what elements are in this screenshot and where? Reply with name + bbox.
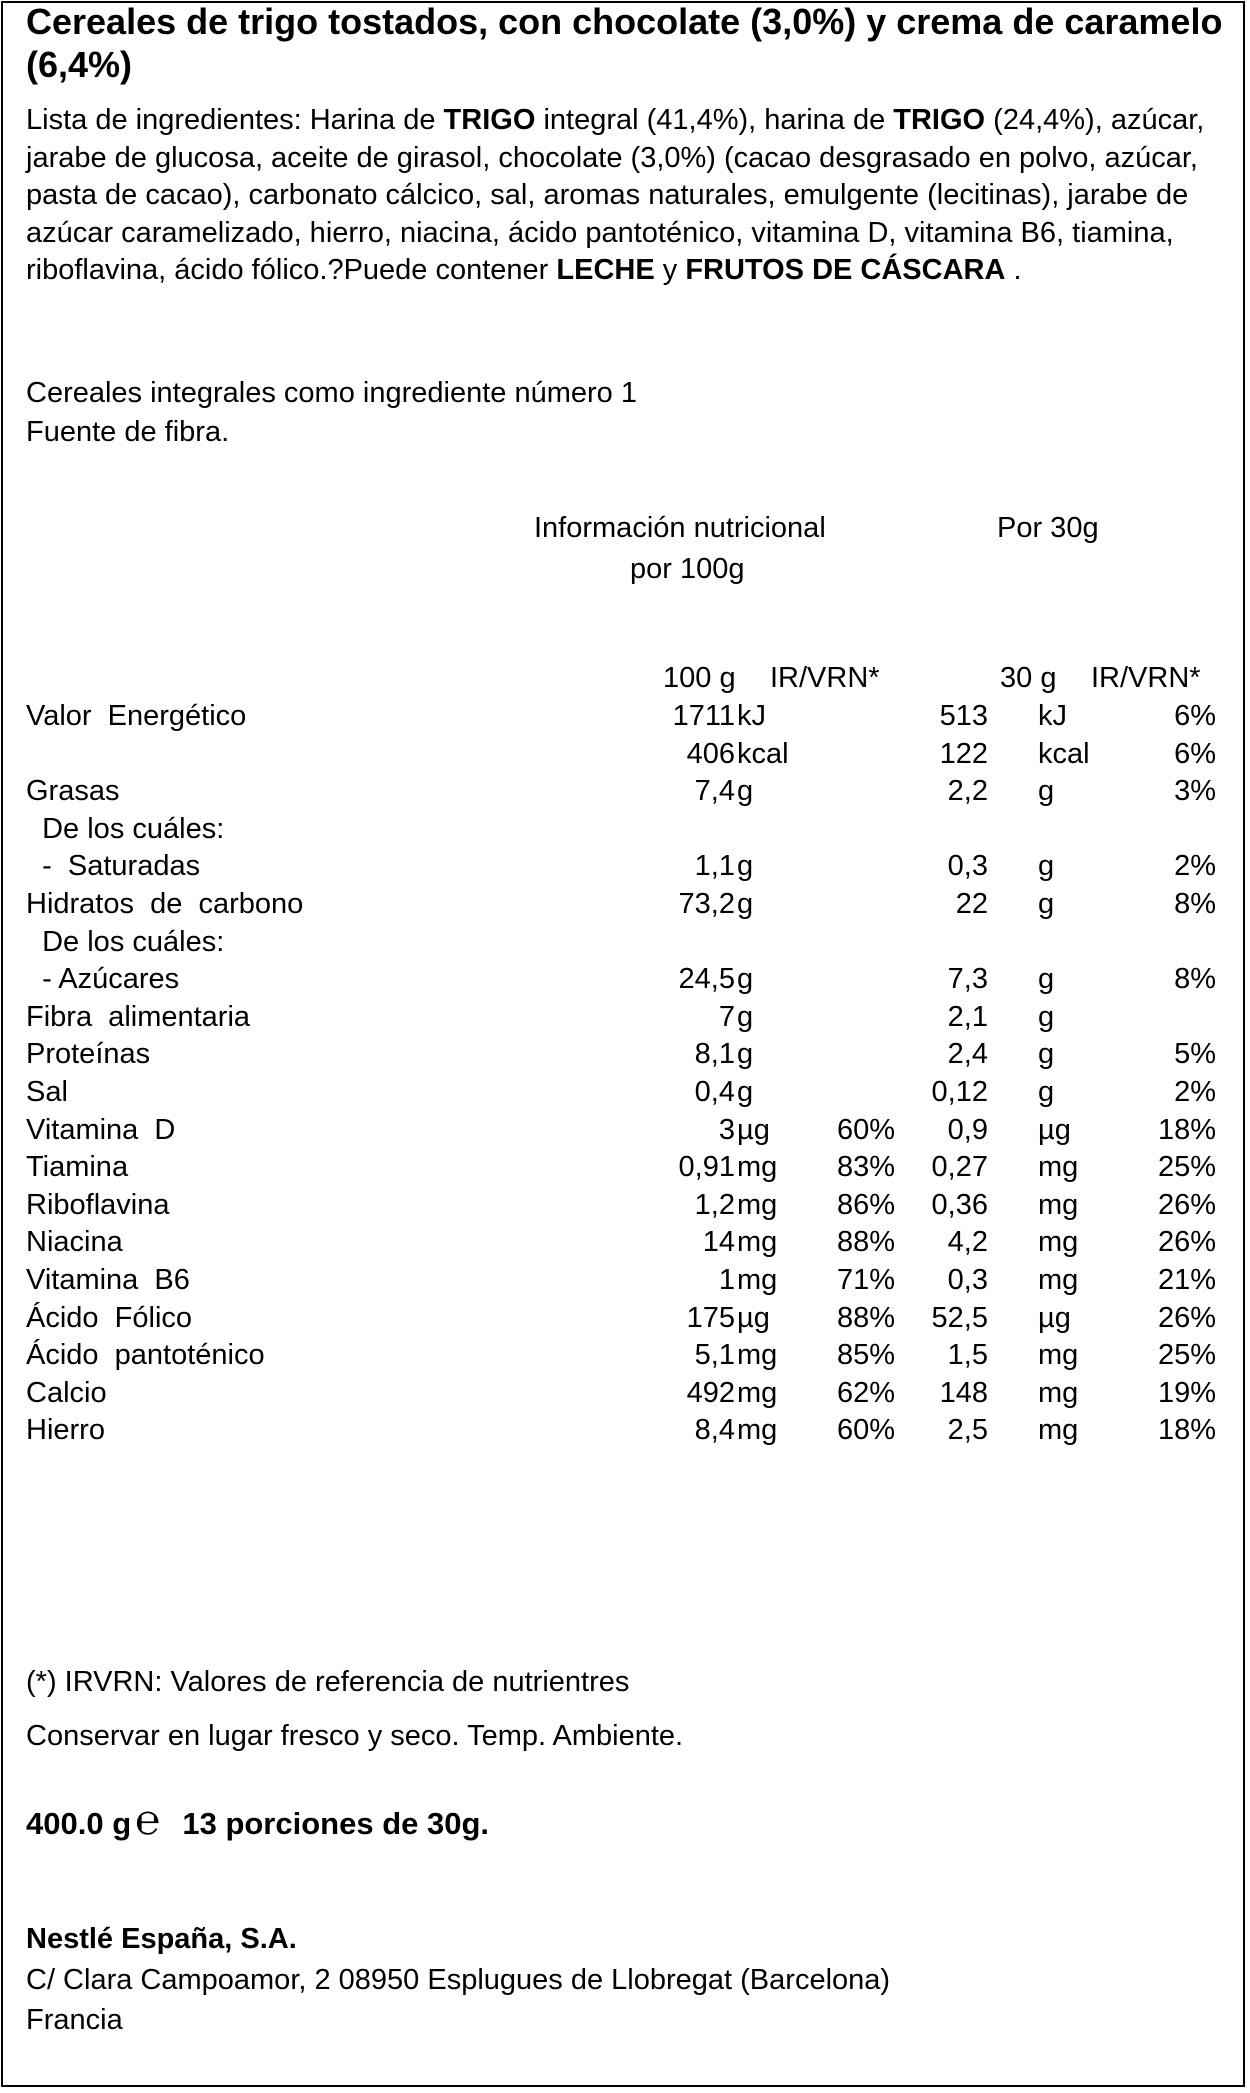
- unit-30g: g: [1038, 1000, 1055, 1033]
- ir-vrn-100g: 83%: [836, 1151, 895, 1184]
- estimated-sign-icon: ℮: [135, 1796, 161, 1843]
- unit-30g: g: [1038, 963, 1055, 996]
- value-30g: 0,27: [931, 1151, 988, 1184]
- nutrition-row: [0, 1187, 1250, 1224]
- claim-fiber: Fuente de fibra.: [26, 416, 230, 448]
- nutrition-row: [0, 924, 1250, 961]
- value-100g: 0,91: [678, 1151, 735, 1184]
- nutrition-row: [0, 1112, 1250, 1149]
- value-30g: 1,5: [947, 1339, 988, 1372]
- ingredients-list: [26, 102, 1236, 290]
- value-30g: 0,9: [947, 1113, 988, 1146]
- value-30g: 2,4: [947, 1038, 988, 1071]
- nutrient-label: Tiamina: [26, 1151, 129, 1184]
- ir-vrn-100g: 62%: [836, 1376, 895, 1409]
- nutrition-row: [0, 999, 1250, 1036]
- nutrition-column-headers: [0, 660, 1250, 697]
- nutrition-row: [0, 698, 1250, 735]
- value-100g: 7: [718, 1000, 735, 1033]
- ir-vrn-30g: 2%: [1174, 1076, 1216, 1108]
- unit-30g: g: [1038, 1038, 1055, 1071]
- net-weight: 400.0 g: [26, 1806, 132, 1841]
- unit-30g: µg: [1038, 1113, 1071, 1146]
- unit-100g: mg: [737, 1339, 778, 1372]
- allergen-nuts: FRUTOS DE CÁSCARA: [685, 254, 1006, 287]
- nutrition-row: [0, 811, 1250, 848]
- nutrient-label: Vitamina D: [26, 1113, 176, 1146]
- value-100g: 8,1: [694, 1038, 735, 1071]
- nutrient-label: Grasas: [26, 775, 120, 808]
- nutrition-header-100: Información nutricional: [534, 512, 826, 544]
- nutrition-header-100-sub: por 100g: [630, 553, 745, 585]
- nutrition-row: [0, 1149, 1250, 1186]
- company-name: Nestlé España, S.A.: [26, 1923, 297, 1955]
- unit-100g: kcal: [737, 737, 789, 770]
- ir-vrn-100g: 60%: [836, 1414, 895, 1447]
- ingredients-text-4: .: [1005, 254, 1022, 287]
- ir-vrn-30g: 6%: [1174, 700, 1216, 732]
- ir-vrn-30g: 25%: [1157, 1151, 1216, 1184]
- ingredients-text-2: (24,4%), azúcar, jarabe de glucosa, aceite de girasol, chocolate (3,0%) (cacao desgrasado en polvo, azúcar, pasta de cacao), carbonato cálcico, sal, aromas naturales, emulgente (lecitinas), jarabe de azúcar caramelizado, hierro, niacina, ácido pantoténico, vitamina D, vitamina B6, tiamina, riboflavina, ácido fólico.?Puede contener: [26, 104, 1205, 287]
- value-30g: 0,3: [947, 1264, 988, 1296]
- nutrition-row: [0, 1036, 1250, 1073]
- nutrient-label: De los cuáles:: [26, 925, 225, 958]
- unit-30g: kJ: [1038, 700, 1067, 732]
- nutrition-row: [0, 1337, 1250, 1374]
- storage-instructions: Conservar en lugar fresco y seco. Temp. Ambiente.: [26, 1720, 684, 1752]
- nutrition-row: [0, 1074, 1250, 1111]
- nutrient-label: - Saturadas: [26, 850, 201, 883]
- unit-100g: mg: [737, 1414, 778, 1447]
- nutrition-row: [0, 1375, 1250, 1412]
- unit-100g: mg: [737, 1376, 778, 1409]
- ir-vrn-30g: 8%: [1174, 888, 1216, 920]
- value-30g: 7,3: [947, 963, 988, 996]
- nutrient-label: Hidratos de carbono: [26, 888, 304, 920]
- value-100g: 14: [702, 1226, 735, 1259]
- value-30g: 0,36: [931, 1188, 988, 1221]
- value-100g: 24,5: [678, 963, 735, 996]
- value-30g: 2,1: [947, 1000, 988, 1033]
- unit-100g: g: [737, 963, 754, 996]
- unit-100g: mg: [737, 1188, 778, 1221]
- unit-30g: mg: [1038, 1376, 1079, 1409]
- unit-100g: µg: [737, 1113, 770, 1146]
- net-weight-line: [26, 1796, 490, 1844]
- ir-vrn-100g: 85%: [836, 1339, 895, 1372]
- unit-100g: mg: [737, 1264, 778, 1296]
- value-100g: 1711: [672, 700, 735, 732]
- nutrient-label: Valor Energético: [26, 700, 247, 732]
- unit-100g: mg: [737, 1226, 778, 1259]
- nutrient-label: Hierro: [26, 1414, 105, 1447]
- nutrition-row: [0, 1412, 1250, 1449]
- value-30g: 2,5: [947, 1414, 988, 1447]
- ir-vrn-30g: 18%: [1157, 1113, 1216, 1146]
- ingredients-text-3: y: [654, 254, 686, 287]
- unit-30g: mg: [1038, 1414, 1079, 1447]
- value-100g: 1: [718, 1264, 735, 1296]
- ir-vrn-30g: 26%: [1157, 1301, 1216, 1334]
- ir-vrn-100g: 60%: [836, 1113, 895, 1146]
- ir-vrn-30g: 19%: [1157, 1376, 1216, 1409]
- nutrition-row: [0, 773, 1250, 810]
- ir-vrn-30g: 25%: [1157, 1339, 1216, 1372]
- unit-30g: kcal: [1038, 737, 1090, 770]
- unit-100g: kJ: [737, 700, 766, 732]
- col-ir-vrn-100: IR/VRN*: [770, 662, 880, 694]
- unit-100g: g: [737, 1038, 754, 1071]
- value-30g: 4,2: [947, 1226, 988, 1259]
- value-100g: 175: [686, 1301, 735, 1334]
- value-100g: 7,4: [694, 775, 735, 808]
- value-100g: 492: [686, 1376, 735, 1409]
- value-30g: 22: [955, 888, 988, 920]
- unit-100g: g: [737, 775, 754, 808]
- ir-vrn-30g: 5%: [1174, 1038, 1216, 1071]
- unit-100g: g: [737, 1000, 754, 1033]
- unit-30g: g: [1038, 888, 1055, 920]
- value-100g: 5,1: [694, 1339, 735, 1372]
- nutrient-label: Riboflavina: [26, 1188, 170, 1221]
- value-30g: 2,2: [947, 775, 988, 808]
- company-address: C/ Clara Campoamor, 2 08950 Esplugues de Llobregat (Barcelona): [26, 1964, 891, 1996]
- nutrition-row: [0, 961, 1250, 998]
- nutrient-label: Vitamina B6: [26, 1264, 190, 1296]
- nutrition-row: [0, 1262, 1250, 1299]
- col-ir-vrn-30: IR/VRN*: [1091, 662, 1201, 694]
- allergen-wheat: TRIGO: [443, 104, 536, 136]
- col-100g: 100 g: [663, 662, 736, 694]
- unit-30g: mg: [1038, 1188, 1079, 1221]
- unit-100g: mg: [737, 1151, 778, 1184]
- allergen-wheat-2: TRIGO: [893, 104, 986, 136]
- ir-vrn-30g: 2%: [1174, 850, 1216, 883]
- unit-30g: µg: [1038, 1301, 1071, 1334]
- unit-30g: mg: [1038, 1264, 1079, 1296]
- unit-30g: mg: [1038, 1151, 1079, 1184]
- unit-30g: g: [1038, 850, 1055, 883]
- value-30g: 122: [939, 737, 988, 770]
- country-of-origin: Francia: [26, 2004, 123, 2036]
- nutrient-label: Niacina: [26, 1226, 123, 1259]
- ir-vrn-30g: 21%: [1157, 1264, 1216, 1296]
- ir-vrn-30g: 3%: [1174, 775, 1216, 808]
- nutrition-row: [0, 848, 1250, 885]
- value-100g: 8,4: [694, 1414, 735, 1447]
- value-100g: 3: [718, 1113, 735, 1146]
- nutrient-label: De los cuáles:: [26, 812, 225, 845]
- ir-vrn-30g: 6%: [1174, 737, 1216, 770]
- footnote: (*) IRVRN: Valores de referencia de nutrientres: [26, 1666, 630, 1698]
- nutrient-label: Ácido pantoténico: [26, 1339, 265, 1372]
- ir-vrn-100g: 86%: [836, 1188, 895, 1221]
- ir-vrn-100g: 71%: [836, 1264, 895, 1296]
- unit-30g: mg: [1038, 1339, 1079, 1372]
- nutrition-row: [0, 1300, 1250, 1337]
- ir-vrn-30g: 18%: [1157, 1414, 1216, 1447]
- nutrient-label: Fibra alimentaria: [26, 1000, 251, 1033]
- nutrient-label: - Azúcares: [26, 963, 180, 996]
- value-30g: 148: [939, 1376, 988, 1409]
- unit-100g: g: [737, 850, 754, 883]
- nutrition-row: [0, 736, 1250, 773]
- nutrient-label: Sal: [26, 1076, 68, 1108]
- ingredients-text-1: integral (41,4%), harina de: [535, 104, 894, 136]
- ir-vrn-30g: 26%: [1157, 1188, 1216, 1221]
- value-100g: 406: [686, 737, 735, 770]
- unit-30g: g: [1038, 1076, 1055, 1108]
- value-30g: 52,5: [931, 1301, 988, 1334]
- value-30g: 0,3: [947, 850, 988, 883]
- nutrition-row: [0, 1224, 1250, 1261]
- nutrition-row: [0, 886, 1250, 923]
- portions: 13 porciones de 30g.: [182, 1806, 490, 1841]
- ir-vrn-100g: 88%: [836, 1226, 895, 1259]
- unit-100g: g: [737, 888, 754, 920]
- value-100g: 0,4: [694, 1076, 735, 1108]
- value-100g: 73,2: [678, 888, 735, 920]
- value-100g: 1,1: [694, 850, 735, 883]
- nutrient-label: Ácido Fólico: [26, 1301, 193, 1334]
- unit-100g: µg: [737, 1301, 770, 1334]
- nutrition-header-30: Por 30g: [997, 512, 1099, 544]
- ir-vrn-30g: 8%: [1174, 963, 1216, 996]
- ir-vrn-30g: 26%: [1157, 1226, 1216, 1259]
- value-30g: 513: [939, 700, 988, 732]
- unit-100g: g: [737, 1076, 754, 1108]
- ir-vrn-100g: 88%: [836, 1301, 895, 1334]
- unit-30g: g: [1038, 775, 1055, 808]
- unit-30g: mg: [1038, 1226, 1079, 1259]
- value-100g: 1,2: [694, 1188, 735, 1221]
- nutrient-label: Calcio: [26, 1376, 107, 1409]
- allergen-milk: LECHE: [556, 254, 655, 287]
- value-30g: 0,12: [931, 1076, 988, 1108]
- claim-wholegrain: Cereales integrales como ingrediente número 1: [26, 377, 637, 409]
- col-30g: 30 g: [1000, 662, 1057, 694]
- nutrient-label: Proteínas: [26, 1038, 151, 1071]
- ingredients-prefix: Lista de ingredientes: Harina de: [26, 104, 444, 136]
- product-title: Cereales de trigo tostados, con chocolate (3,0%) y crema de caramelo (6,4%): [26, 1, 1223, 85]
